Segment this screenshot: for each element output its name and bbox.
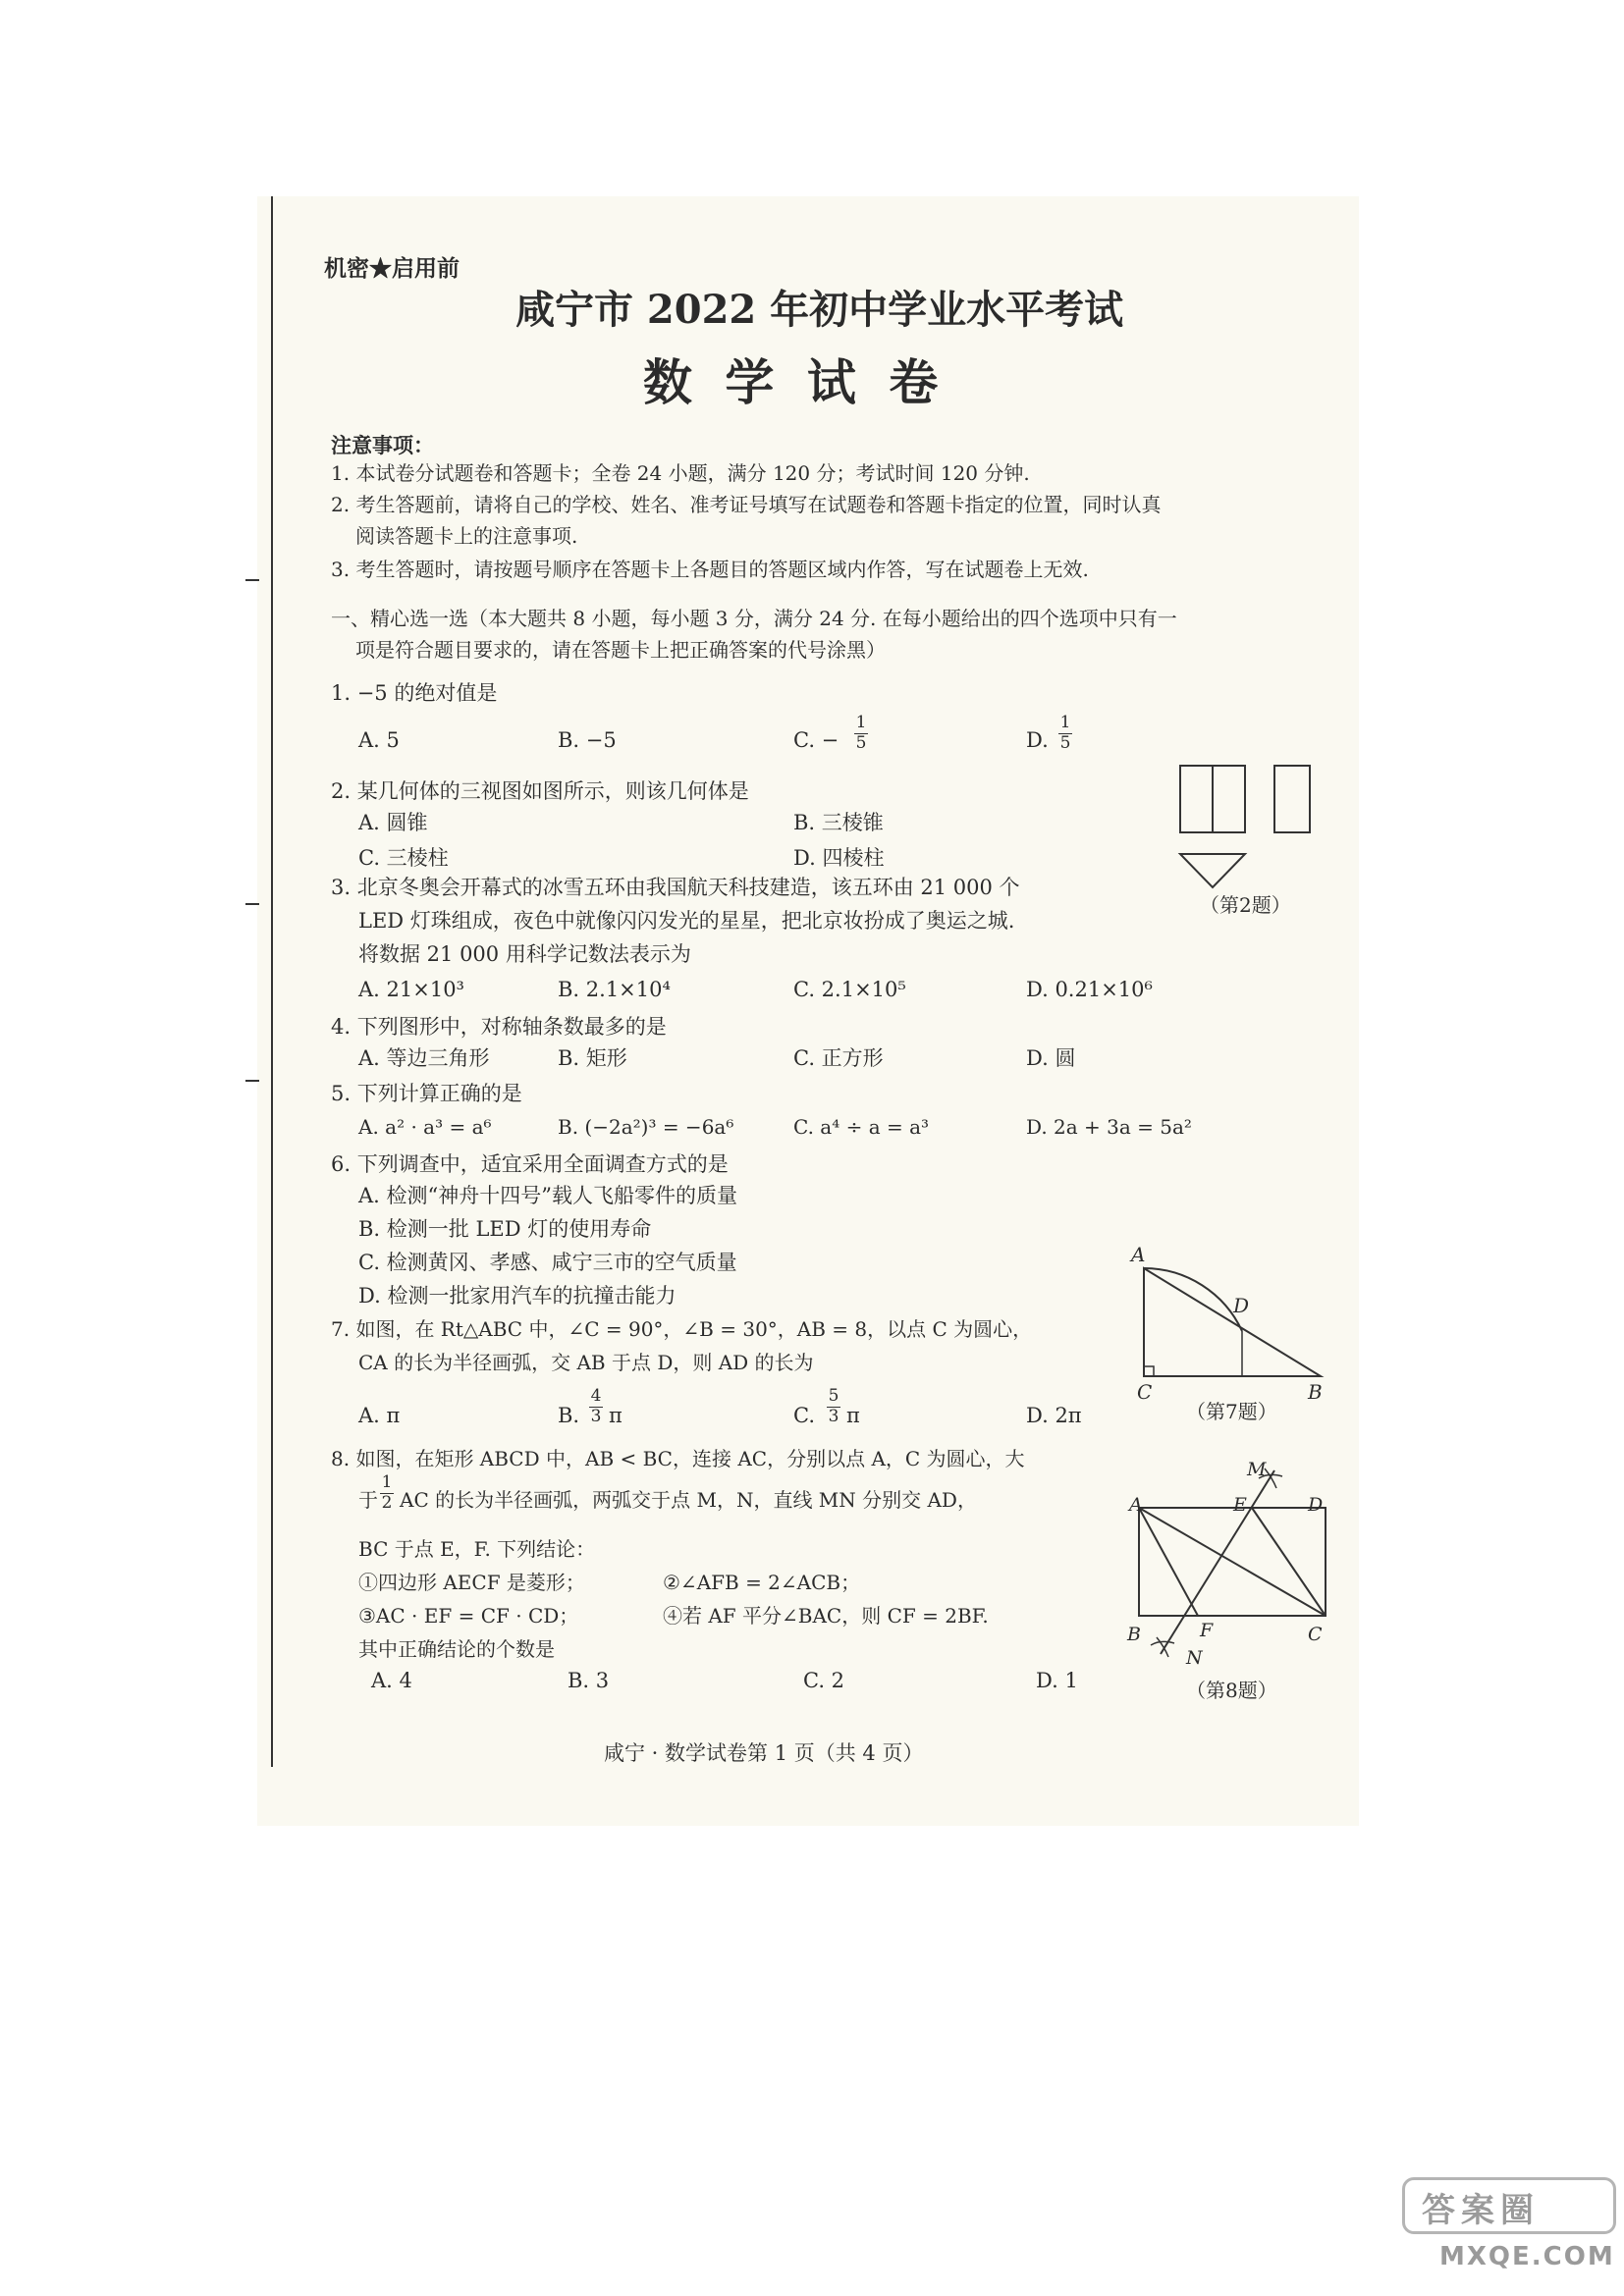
q8-option-c: C. 2 (803, 1669, 845, 1692)
q6-stem: 6. 下列调查中，适宜采用全面调查方式的是 (331, 1152, 729, 1176)
binding-tick (245, 579, 259, 581)
watermark-logo-text: 答案圈 (1422, 2191, 1540, 2230)
notice-line-2: 2. 考生答题前，请将自己的学校、姓名、准考证号填写在试题卷和答题卡指定的位置，同时认真 (331, 493, 1162, 516)
q7-option-c-pi: π (846, 1404, 860, 1427)
q7-option-a: A. π (358, 1404, 401, 1427)
exam-title: 咸宁市 2022 年初中学业水平考试 (515, 287, 1124, 333)
q3-option-a: A. 21×10³ (358, 978, 464, 1001)
q8-point-d: D (1308, 1494, 1324, 1516)
q8-option-b: B. 3 (568, 1669, 610, 1692)
q7-point-b: B (1308, 1380, 1323, 1404)
q5-option-c: C. a⁴ ÷ a = a³ (793, 1115, 930, 1139)
q7-option-b-fraction: 4 3 (590, 1386, 602, 1426)
q8-conclusion-1: ①四边形 AECF 是菱形； (358, 1571, 585, 1594)
q8-point-f: F (1200, 1620, 1214, 1641)
q3-line-3: 将数据 21 000 用科学记数法表示为 (358, 942, 691, 966)
q4-option-a: A. 等边三角形 (358, 1046, 490, 1070)
subject-title: 数 学 试 卷 (643, 353, 947, 411)
q8-line-3: BC 于点 E，F. 下列结论： (358, 1537, 596, 1561)
q8-point-m: M (1247, 1459, 1267, 1480)
q1-stem: 1. −5 的绝对值是 (331, 681, 498, 705)
q6-option-c: C. 检测黄冈、孝感、咸宁三市的空气质量 (358, 1251, 737, 1274)
q2-option-d: D. 四棱柱 (793, 846, 885, 870)
q6-option-b: B. 检测一批 LED 灯的使用寿命 (358, 1217, 652, 1241)
q7-point-c: C (1137, 1380, 1153, 1404)
q7-point-d: D (1233, 1294, 1250, 1317)
q6-option-a: A. 检测“神舟十四号”载人飞船零件的质量 (358, 1184, 737, 1207)
q3-option-d: D. 0.21×10⁶ (1026, 978, 1153, 1001)
q4-stem: 4. 下列图形中，对称轴条数最多的是 (331, 1015, 667, 1039)
q1-option-a: A. 5 (358, 728, 400, 752)
q8-option-d: D. 1 (1036, 1669, 1078, 1692)
q3-line-1: 3. 北京冬奥会开幕式的冰雪五环由我国航天科技建造，该五环由 21 000 个 (331, 876, 1020, 899)
q1-option-c-fraction: 1 5 (855, 713, 867, 753)
q7-triangle-figure (1134, 1247, 1330, 1394)
q2-figure-label: （第2题） (1200, 893, 1291, 917)
q7-figure-label: （第7题） (1186, 1400, 1277, 1423)
q8-point-n: N (1186, 1647, 1203, 1669)
notice-line-2b: 阅读答题卡上的注意事项. (355, 524, 578, 548)
q7-option-c-fraction: 5 3 (828, 1386, 839, 1426)
notice-heading: 注意事项： (331, 433, 434, 457)
q1-option-c: C. − (793, 728, 839, 752)
q4-option-c: C. 正方形 (793, 1046, 884, 1070)
notice-line-3: 3. 考生答题时，请按题号顺序在答题卡上各题目的答题区域内作答，写在试题卷上无效. (331, 558, 1089, 581)
q8-point-c: C (1308, 1624, 1323, 1645)
q8-line-count: 其中正确结论的个数是 (358, 1637, 555, 1661)
q2-option-b: B. 三棱锥 (793, 811, 884, 834)
q8-half-fraction: 1 2 (381, 1472, 393, 1513)
q5-option-a: A. a² · a³ = a⁶ (358, 1115, 492, 1139)
confidential-mark: 机密★启用前 (324, 255, 460, 282)
q2-option-a: A. 圆锥 (358, 811, 428, 834)
q8-conclusion-2: ②∠AFB = 2∠ACB； (663, 1571, 861, 1594)
q8-point-a: A (1129, 1494, 1143, 1516)
q2-stem: 2. 某几何体的三视图如图所示，则该几何体是 (331, 779, 749, 803)
q3-line-2: LED 灯珠组成，夜色中就像闪闪发光的星星，把北京妆扮成了奥运之城. (358, 909, 1015, 933)
section-heading-2: 项是符合题目要求的，请在答题卡上把正确答案的代号涂黑） (355, 638, 886, 662)
binding-tick (245, 903, 259, 905)
q7-line-1: 7. 如图，在 Rt△ABC 中，∠C = 90°，∠B = 30°，AB = 8，以点 C 为圆心， (331, 1317, 1033, 1341)
q5-option-b: B. (−2a²)³ = −6a⁶ (558, 1115, 734, 1139)
binding-line (271, 196, 273, 1767)
q8-figure-label: （第8题） (1186, 1679, 1277, 1702)
q8-point-b: B (1127, 1624, 1141, 1645)
q4-option-d: D. 圆 (1026, 1046, 1076, 1070)
notice-line-1: 1. 本试卷分试题卷和答题卡；全卷 24 小题，满分 120 分；考试时间 120 分钟. (331, 461, 1030, 485)
q6-option-d: D. 检测一批家用汽车的抗撞击能力 (358, 1284, 677, 1308)
q4-option-b: B. 矩形 (558, 1046, 627, 1070)
section-heading-1: 一、精心选一选（本大题共 8 小题，每小题 3 分，满分 24 分. 在每小题给出的四个选项中只有一 (331, 607, 1177, 630)
q8-line-2-pre: 于 (358, 1488, 378, 1512)
q8-conclusion-3: ③AC · EF = CF · CD； (358, 1604, 579, 1628)
q1-option-d-fraction: 1 5 (1059, 713, 1071, 753)
q1-option-b: B. −5 (558, 728, 617, 752)
q7-option-b: B. (558, 1404, 580, 1427)
q2-option-c: C. 三棱柱 (358, 846, 449, 870)
watermark-url: MXQE.COM (1439, 2242, 1615, 2271)
q2-three-views-figure (1168, 766, 1326, 903)
binding-tick (245, 1080, 259, 1082)
q1-option-d: D. (1026, 728, 1049, 752)
q8-rectangle-figure (1129, 1459, 1335, 1669)
q8-line-1: 8. 如图，在矩形 ABCD 中，AB < BC，连接 AC，分别以点 A，C 为圆心，大 (331, 1447, 1025, 1470)
q8-point-e: E (1233, 1494, 1247, 1516)
page-footer: 咸宁 · 数学试卷第 1 页（共 4 页） (604, 1741, 924, 1765)
q7-option-c: C. (793, 1404, 815, 1427)
q7-point-a: A (1131, 1243, 1146, 1266)
q3-option-c: C. 2.1×10⁵ (793, 978, 906, 1001)
q5-option-d: D. 2a + 3a = 5a² (1026, 1115, 1192, 1139)
q8-line-2: AC 的长为半径画弧，两弧交于点 M，N，直线 MN 分别交 AD， (400, 1488, 977, 1512)
q7-option-d: D. 2π (1026, 1404, 1082, 1427)
q7-option-b-pi: π (609, 1404, 623, 1427)
q8-conclusion-4: ④若 AF 平分∠BAC，则 CF = 2BF. (663, 1604, 989, 1628)
q3-option-b: B. 2.1×10⁴ (558, 978, 671, 1001)
q8-option-a: A. 4 (371, 1669, 412, 1692)
q5-stem: 5. 下列计算正确的是 (331, 1082, 522, 1105)
q7-line-2: CA 的长为半径画弧，交 AB 于点 D，则 AD 的长为 (358, 1351, 814, 1374)
